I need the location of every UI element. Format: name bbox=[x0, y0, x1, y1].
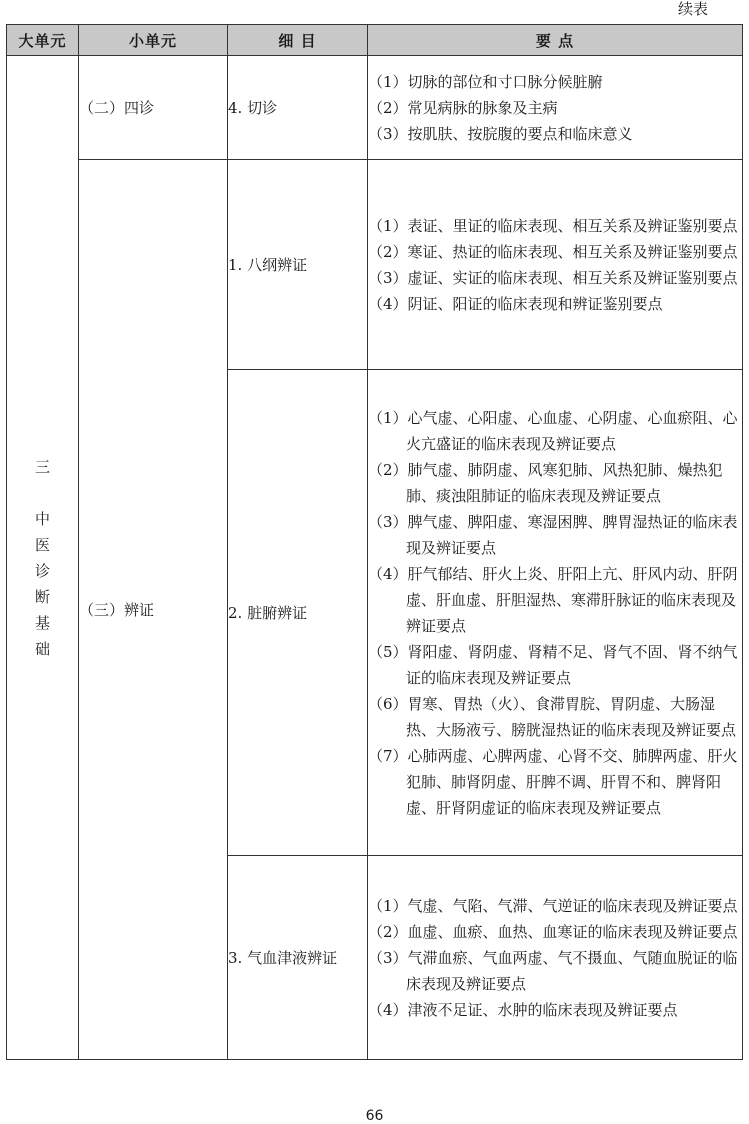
point-item: （1）气虚、气陷、气滞、气逆证的临床表现及辨证要点 bbox=[368, 896, 738, 915]
point-item: （3）虚证、实证的临床表现、相互关系及辨证鉴别要点 bbox=[368, 268, 738, 287]
item-cell: 3. 气血津液辨证 bbox=[228, 856, 368, 1060]
unit-char: 断 bbox=[34, 587, 50, 606]
point-item: （4）阴证、阳证的临床表现和辨证鉴别要点 bbox=[368, 294, 663, 313]
points-list bbox=[368, 69, 742, 147]
unit-char: 础 bbox=[34, 639, 50, 658]
point-item: （3）按肌肤、按脘腹的要点和临床意义 bbox=[368, 124, 633, 143]
item-cell: 4. 切诊 bbox=[228, 56, 368, 160]
point-item: （4）肝气郁结、肝火上炎、肝阳上亢、肝风内动、肝阴虚、肝血虚、肝胆湿热、寒滞肝脉证的临床表现及辨证要点 bbox=[368, 564, 738, 635]
points-cell bbox=[368, 370, 743, 856]
points-cell bbox=[368, 160, 743, 370]
subunit-four-diagnosis: （二）四诊 bbox=[79, 56, 228, 160]
syllabus-table bbox=[6, 24, 743, 1060]
unit-char: 中 bbox=[34, 509, 50, 528]
point-item: （4）津液不足证、水肿的临床表现及辨证要点 bbox=[368, 1000, 678, 1019]
header-points: 要 点 bbox=[368, 25, 743, 56]
point-item: （2）寒证、热证的临床表现、相互关系及辨证鉴别要点 bbox=[368, 242, 738, 261]
table-row bbox=[7, 56, 743, 160]
point-item: （3）气滞血瘀、气血两虚、气不摄血、气随血脱证的临床表现及辨证要点 bbox=[368, 948, 738, 993]
item-cell: 2. 脏腑辨证 bbox=[228, 370, 368, 856]
points-list bbox=[368, 213, 742, 317]
points-list bbox=[368, 405, 742, 821]
points-cell bbox=[368, 856, 743, 1060]
point-item: （7）心肺两虚、心脾两虚、心肾不交、肺脾两虚、肝火犯肺、肺肾阴虚、肝脾不调、肝胃不和、脾肾阳虚、肝肾阴虚证的临床表现及辨证要点 bbox=[368, 746, 738, 817]
table-row bbox=[7, 160, 743, 370]
subunit-syndrome: （三）辨证 bbox=[79, 160, 228, 1060]
points-cell bbox=[368, 56, 743, 160]
point-item: （5）肾阳虚、肾阴虚、肾精不足、肾气不固、肾不纳气证的临床表现及辨证要点 bbox=[368, 642, 738, 687]
unit-cell bbox=[7, 56, 79, 1060]
unit-char: 基 bbox=[34, 613, 50, 632]
point-item: （3）脾气虚、脾阳虚、寒湿困脾、脾胃湿热证的临床表现及辨证要点 bbox=[368, 512, 738, 557]
header-subunit: 小单元 bbox=[79, 25, 228, 56]
point-item: （6）胃寒、胃热（火）、食滞胃脘、胃阴虚、大肠湿热、大肠液亏、膀胱湿热证的临床表现及辨证要点 bbox=[368, 694, 737, 739]
table-header-row bbox=[7, 25, 743, 56]
unit-char: 医 bbox=[34, 535, 50, 554]
point-item: （2）血虚、血瘀、血热、血寒证的临床表现及辨证要点 bbox=[368, 922, 738, 941]
header-unit: 大单元 bbox=[7, 25, 79, 56]
unit-title bbox=[35, 454, 50, 662]
header-item: 细 目 bbox=[228, 25, 368, 56]
item-cell: 1. 八纲辨证 bbox=[228, 160, 368, 370]
points-list bbox=[368, 893, 742, 1023]
unit-char: 诊 bbox=[34, 561, 50, 580]
page-number: 66 bbox=[365, 1108, 384, 1124]
point-item: （1）心气虚、心阳虚、心血虚、心阴虚、心血瘀阻、心火亢盛证的临床表现及辨证要点 bbox=[368, 408, 738, 453]
point-item: （2）常见病脉的脉象及主病 bbox=[368, 98, 558, 117]
continued-label: 续表 bbox=[678, 0, 709, 18]
unit-char: 三 bbox=[34, 457, 50, 476]
point-item: （2）肺气虚、肺阴虚、风寒犯肺、风热犯肺、燥热犯肺、痰浊阻肺证的临床表现及辨证要点 bbox=[368, 460, 723, 505]
point-item: （1）切脉的部位和寸口脉分候脏腑 bbox=[368, 72, 603, 91]
point-item: （1）表证、里证的临床表现、相互关系及辨证鉴别要点 bbox=[368, 216, 738, 235]
